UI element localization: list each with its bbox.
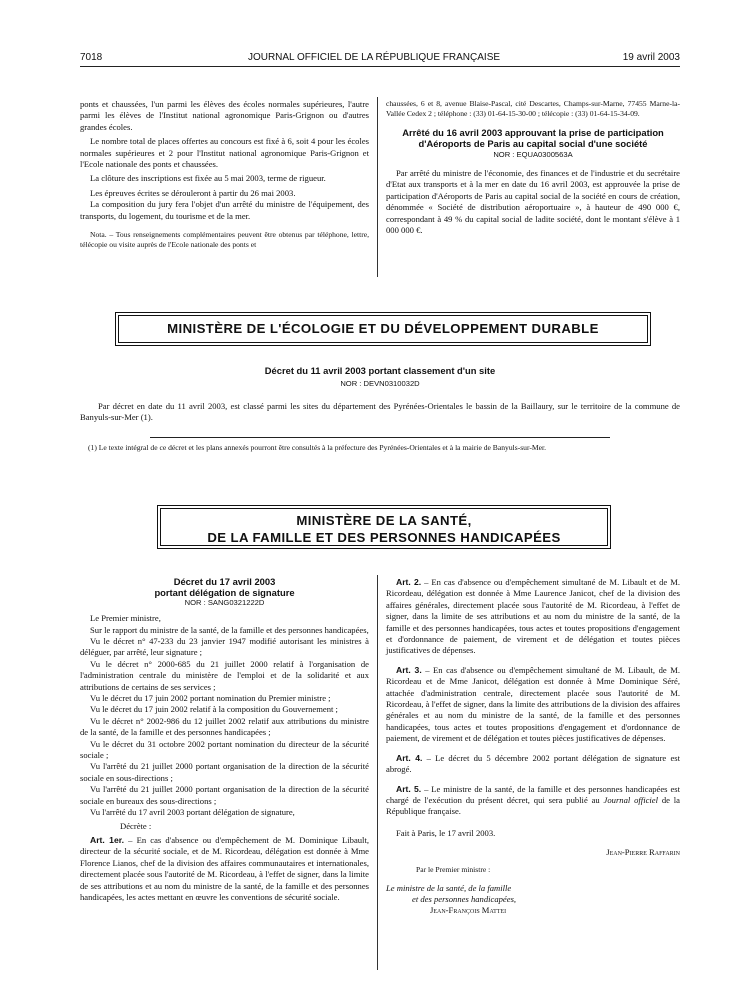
- visa-paragraph: Vu le décret du 17 juin 2002 portant nomination du Premier ministre ;: [90, 693, 331, 704]
- arrete-nor: NOR : EQUA0300563A: [493, 150, 573, 159]
- paragraph: ponts et chaussées, l'un parmi les élèves des écoles normales supérieures, l'autre parmi les élèves de l'Institut national agronomique Paris-Grignon ou d'autres grandes écoles.: [80, 99, 369, 132]
- visa-paragraph: Vu l'arrêté du 21 juillet 2000 portant organisation de la direction de la sécurité sociale en sous-directions ;: [80, 761, 369, 783]
- decree-nor: NOR : DEVN0310032D: [340, 379, 420, 388]
- decree-right-column: [386, 577, 680, 917]
- paragraph: La composition du jury fera l'objet d'un arrêté du ministre de l'équipement, des transports, du logement, du tourisme et de la mer.: [80, 199, 369, 221]
- visa-paragraph: Vu le décret du 17 juin 2002 relatif à la composition du Gouvernement ;: [90, 704, 338, 715]
- article-label: Art. 5.: [396, 783, 422, 794]
- paragraph: Par décret en date du 11 avril 2003, est classé parmi les sites du département des Pyrénées-Orientales le bassin de la Baillaury, sur le territoire de la commune de Banyuls-sur-Mer (1).: [80, 401, 680, 423]
- par-le-premier-ministre: Par le Premier ministre :: [416, 864, 491, 874]
- journal-officiel: Journal officiel: [603, 794, 658, 805]
- column-divider: [377, 97, 378, 277]
- address: chaussées, 6 et 8, avenue Blaise-Pascal, cité Descartes, Champs-sur-Marne, 77455 Marne-la-Vallée Cedex 2 ; téléphone : (33) 01-64-15-30-00 ; télécopie : (33) 01-64-15-34-09.: [386, 99, 680, 118]
- decree-body: [80, 401, 680, 424]
- decree-left-column: [80, 577, 369, 903]
- article-label: Art. 2.: [396, 577, 422, 587]
- signature-minister: Jean-François Mattei: [430, 905, 507, 916]
- issue-date: 19 avril 2003: [622, 52, 680, 63]
- left-top-column: [80, 99, 369, 250]
- ministry-health-box: [160, 508, 608, 546]
- article-1: [80, 835, 369, 903]
- minister-role-line-2: et des personnes handicapées,: [412, 893, 517, 904]
- visa-paragraph: Sur le rapport du ministre de la santé, de la famille et des personnes handicapées,: [90, 624, 369, 635]
- article-text: – En cas d'absence ou d'empêchement simultané de M. Libault et de M. Ricordeau, délégation est donnée à Mme Laurence Janicot, chef de la division des affaires générales, directement placée sous l'autorité de M. Ricordeau, à l'effet de signer, dans la limite de ses attributions et au nom du ministre de la santé, de la famille et des personnes handicapées, tous actes et toutes propositions d'engagement et d'ordonnance de paiement, de virement et de délégation et toutes pièces justificatives de dépenses.: [386, 577, 681, 656]
- decree-nor: NOR : SANG0321222D: [184, 598, 265, 608]
- ministry-name: MINISTÈRE DE L'ÉCOLOGIE ET DU DÉVELOPPEMENT DURABLE: [167, 321, 599, 336]
- article-label: Art. 3.: [396, 664, 422, 675]
- visa-paragraph: Vu le décret n° 2000-685 du 21 juillet 2000 relatif à l'organisation de l'administration centrale du ministère de l'emploi et de la solidarité et aux attributions de certains de ses services ;: [80, 658, 369, 692]
- article-4: [386, 753, 680, 776]
- article-text: – En cas d'absence ou d'empêchement de M. Dominique Libault, directeur de la sécurité sociale, et de M. Ricordeau, délégation est donnée à Mme Florence Lianos, chef de la division des affaires communautaires et internationales, directement placée sous l'autorité de M. Ricordeau, à l'effet de signer, dans la limite de ses attributions et au nom du ministre de la santé, de la famille et des personnes handicapées, les actes mettant en œuvre les conventions de sécurité sociale.: [80, 834, 369, 902]
- footnote-text: (1) Le texte intégral de ce décret et les plans annexés pourront être consultés à la préfecture des Pyrénées-Orientales et à la mairie de Banyuls-sur-Mer.: [88, 443, 547, 452]
- article-label: Art. 1er.: [90, 834, 124, 845]
- footnote-rule: [150, 437, 610, 438]
- arrete-body: Par arrêté du ministre de l'économie, des finances et de l'industrie et du secrétaire d'Etat aux transports et à la mer en date du 16 avril 2003, est approuvée la prise de participation d'Aéroports de Paris au capital social de la société en cours de création, dénommée « Société de distribution aéroportuaire », à hauteur de 490 000 €, correspondant à 49 % du capital social de ladite société, dont le montant s'élève à 1 000 000 €.: [386, 168, 680, 236]
- paragraph: La clôture des inscriptions est fixée au 5 mai 2003, terme de rigueur.: [90, 173, 326, 184]
- article-5: [386, 784, 680, 818]
- fait-a-paris: Fait à Paris, le 17 avril 2003.: [396, 827, 496, 838]
- visa-paragraph: Vu le décret du 31 octobre 2002 portant nomination du directeur de la sécurité sociale ;: [80, 738, 369, 761]
- article-text: de la République française.: [386, 794, 680, 817]
- article-text: – En cas d'absence ou d'empêchement simultané de M. Libault, de M. Ricordeau et de Mme Janicot, délégation est donnée à Mme Dominique Séré, attachée d'administration centrale, directement placée sous l'autorité de M. Ricordeau, à l'effet de signer, dans la limite des attributions de la division des affaires générales et au nom du ministre de la santé, de la famille et des personnes handicapées, tous actes et toutes propositions d'engagement et d'ordonnance de paiement, de virement et de délégation et toutes pièces justificatives de dépenses.: [386, 664, 680, 744]
- article-text: – Le décret du 5 décembre 2002 portant délégation de signature est abrogé.: [386, 752, 680, 775]
- journal-title: JOURNAL OFFICIEL DE LA RÉPUBLIQUE FRANÇAISE: [247, 52, 501, 63]
- ministry-ecology-box: [118, 315, 648, 343]
- article-3: [386, 665, 680, 745]
- decrete: Décrète :: [120, 820, 152, 831]
- right-top-column: [386, 99, 680, 236]
- ministry-name-line-2: DE LA FAMILLE ET DES PERSONNES HANDICAPÉES: [207, 530, 561, 545]
- visa-paragraph: Vu l'arrêté du 21 juillet 2000 portant organisation de la direction de la sécurité sociale en bureaux des sous-directions ;: [80, 784, 369, 806]
- column-divider: [377, 575, 378, 970]
- paragraph: Les épreuves écrites se dérouleront à partir du 26 mai 2003.: [90, 187, 296, 198]
- header-rule: [80, 66, 680, 67]
- article-text: – Le ministre de la santé, de la famille et des personnes handicapées est chargé de l'exécution du présent décret, qui sera publié au: [386, 783, 680, 805]
- article-2: [386, 577, 680, 657]
- visa-paragraph: Vu le décret n° 47-233 du 23 janvier 1947 modifié autorisant les ministres à déléguer, par arrêté, leur signature ;: [80, 636, 369, 658]
- visa-paragraph: Vu l'arrêté du 17 avril 2003 portant délégation de signature,: [90, 807, 295, 818]
- nota: Nota. – Tous renseignements complémentaires peuvent être obtenus par téléphone, lettre, télécopie ou visite auprès de l'Ecole nationale des ponts et: [80, 230, 369, 250]
- article-label: Art. 4.: [396, 752, 423, 763]
- decree-title: Décret du 11 avril 2003 portant classement d'un site: [264, 365, 496, 376]
- visa-paragraph: Le Premier ministre,: [90, 613, 161, 624]
- footnote: [80, 443, 680, 453]
- decree-title-line-1: Décret du 17 avril 2003: [173, 576, 276, 587]
- page-number: 7018: [80, 52, 103, 63]
- paragraph: Le nombre total de places offertes au concours est fixé à 6, soit 4 pour les écoles normales supérieures et 2 pour l'Institut national agronomique Paris-Grignon et l'Ecole nationale des ponts et chaussées.: [80, 136, 369, 170]
- visa-paragraph: Vu le décret n° 2002-986 du 12 juillet 2002 relatif aux attributions du ministre de la santé, de la famille et des personnes handicapées ;: [80, 715, 369, 738]
- arrete-title: Arrêté du 16 avril 2003 approuvant la prise de participation d'Aéroports de Paris au capital social d'une société: [402, 127, 664, 149]
- signature-prime-minister: Jean-Pierre Raffarin: [606, 847, 680, 858]
- ministry-name-line-1: MINISTÈRE DE LA SANTÉ,: [296, 513, 472, 528]
- decree-title-line-2: portant délégation de signature: [154, 586, 295, 598]
- minister-role-line-1: Le ministre de la santé, de la famille: [386, 882, 512, 893]
